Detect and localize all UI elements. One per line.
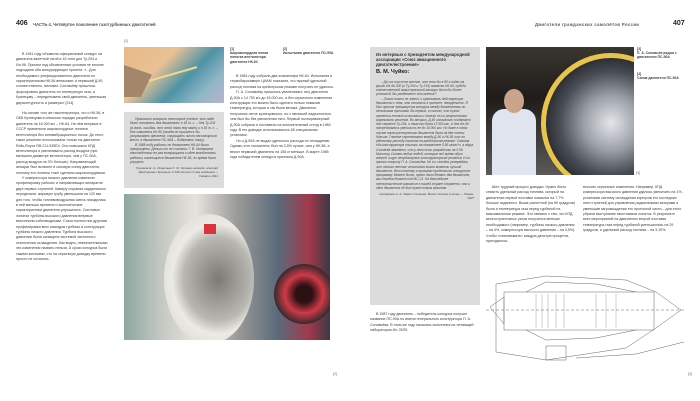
right-running-head: Двигатели гражданских самолётов России: [535, 22, 640, 27]
nacelle-outline: [496, 276, 681, 360]
fan-blade-photo: [124, 47, 224, 103]
left-running-head: ЧАСТЬ 4. Четвёртое поколение газотурбинных двигателей: [33, 22, 156, 27]
designer-photo: [486, 47, 634, 175]
paragraph: У компрессора низкого давления изменили профилировку рабочих и направляющих аппаратов двух первых ступеней. Камеру сгорания кардинально переделали, жаровую трубу уменьшили на 120 мм для того, чтобы топливовоздушная смесь находилась в ней меньше времени и экологические характеристики двигателя улучшились. Сопловые лопатки турбины высокого давления впервые выполнили собловыдными. Стали полностью другими профилировка всех каскадов турбины и конструкция турбины низкого давления. Турбина высокого давления была оснащена системой частичного отключения охлаждения. Как видно, незначительными эти изменения назвать нельзя. А сроки конкурса были такими жесткими, что на серьезную доводку времени просто не осталось.: [16, 175, 108, 262]
lower-cowl: [576, 342, 684, 358]
blade-root-shape: [124, 65, 152, 97]
right-column-4: вносить серьезные изменения. Например, КПД компрессора высокого давления удалось увеличить на 1%, установив систему охлаждения корпусов его последних пяти ступеней для управления радиальными зазорами и уменьшив загромождения его проточной части – для этого убрали выступание хвостовиков лопаток. В результате всех мероприятий на двигателях второй поставки температура газа перед турбиной уменьшилась на 29 градусов, а удельный расход топлива – на 3,19%.: [583, 185, 683, 233]
core-outline: [504, 292, 654, 330]
quote-text: Правильно говорили некоторые ученые, что надо было оставить два двигателя: в 16 т. с. – для Ту-204 (а жаль, ошибка, что этой тяги ему мало) и в 18 т. с. – для самолета Ил-96 (тогда не пришлось бы укорачивать фюзеляж, сокращать число пассажирских мест, а двигателю ПС-90А – добавлять тягу). В 1988 году работы по двигателю НК-64 были прекращены. Деньги то не считали. Г. В. Новожилов впоследствии не раз возвращался к идее возобновить работы, касающиеся двигателя НК-56, но время было упущено.: [130, 117, 218, 164]
red-equipment-shape: [204, 224, 216, 234]
nose-cone: [490, 297, 504, 324]
engine-fan-shape: [541, 53, 634, 175]
caption-3: [3] П. А. Соловьёв рядом с двигателем ПС-90А: [637, 47, 677, 60]
interview-box: [370, 47, 480, 305]
left-page-number: 406: [16, 20, 28, 27]
gearbox-shape: [546, 346, 566, 360]
bypass-duct-bottom: [526, 330, 636, 340]
engine-schematic: [486, 262, 686, 372]
interview-text: – До сих пор есть мнение, что если бы в 80-х годах на крыло Ил-96-300 (и Ту-204 и Ту-214) оказался НК-56, судьба отечественной магистральной авиации была бы более успешной. Вы разделяете это мнение? – Этого никто не знает, и сравнивать действующие двигатели с тем, что осталось в проекте, некорректно. Я был против прекращения конкурса между двигателями по нескольким причинам. Во-первых, я считал, что нужно провести летные испытания и только по их результатам сравнивать решения. Во-вторых, Д-90 изначально создавался под самолет Ту-204, и тяга его была 13 500 кгс. А для Ил-96 потребовалось увеличить ее до 16 000 кгс. Но даже в этом случае тяга кузнецовского двигателя была на две тонны больше. Главное соревнование между Д-90 и НК-56 шло по удельному расходу топлива на крейсерском режиме. Сначала оба конструктора сошлись на показателе 0,58 кг/кгс*ч, а вдруг Соловьёв заявляет, что у него есть разработки на 0,56. Министр Силаев любил людей, которые всё время идут вперед, ищут неординарные конструкторские решения. И он принял сторону П. А. Соловьёва. Но я и сегодня утверждаю, что только летные испытания могли выявить лучший двигатель. Вот поэтому я призывал продолжить конкурсную программу. Может быть, нужно было делать два двигателя, как сегодня делают под МС-21. На дальнейшее технологическое развитие в нашей стране сохранено, что и один двигатель не был нужен новым властям.: [376, 79, 474, 190]
quote-source: Грешнов Е. А., Игнатьев С. М. Человек-легенда. Николай Дмитриевич Кузнецов. К 100-летию со дня рождения. – Самара, 2011: [136, 166, 218, 178]
interview-source: Несмеянов А. А. Павел Соловьёв. Взлет длиною в жизнь. – Пермь, 2007: [379, 192, 474, 200]
figure-label-2: [2]: [333, 372, 337, 376]
left-column-1: [16, 52, 108, 262]
bypass-duct-top: [526, 282, 636, 292]
caption-1: [1] Широкохордная полая лопатка вентилятора двигателя НК-64: [230, 47, 269, 64]
right-page-number: 407: [673, 20, 685, 27]
quote-box: [124, 112, 224, 188]
engine-test-photo: [124, 194, 330, 340]
left-column-2: В 1984 году собрали два экземпляра НК-64. Испытания в термобарокамере ЦИАМ показали, что нужный удельный расход топлива на крейсерском режиме получить не удалось. П. А. Соловьёву пришлось увеличивать тягу двигателя Д-90А с 14 750 кгс до 16 000 кгс, а без серьезного изменения конструкции это можно было сделать только повысив температуру, которая и так была велика. Двигатель получался легче кузнецовского, но с меньшей надежностью, чем был бы без увеличения тяги. Первый полноразмерный Д-90А собрали и поставили на испытательный стенд в 1983 году. В его доводке использовалось 65 специальных установок. Но и Д-90А не выдал удельного расхода по техзаданию. Однако этот показатель был на 3,5% лучше, чем у НК-56, а весил пермский двигатель на 158 кг меньше. В марте 1985 года победителем конкурса признали Д-90А.: [230, 74, 334, 160]
figure-label-3: [3]: [636, 171, 640, 175]
caption-4: [4] Схема двигателя ПС-90А: [637, 72, 679, 81]
figure-label-4: [4]: [688, 372, 692, 376]
after-box-text: В 1987 году двигатель – победитель конкурса получил название ПС-90А по имени генерального конструктора П. А. Соловьёва. В этом же году начались испытания на летающей лаборатории Ил-76ЛЛ.: [370, 312, 474, 333]
person-head-shape: [504, 89, 524, 113]
red-duct-shape: [274, 264, 330, 324]
right-column-3: Шёл трудный процесс доводки. Нужно было снизить удельный расход топлива, который на двигателях первой поставки оказался на 7,7% больше заданного. Выше расчетной (на 89 градусов) была и температура газа перед турбиной на максимальном режиме. Это связано с тем, что КПД многоступенчатых узлов получился меньше необходимого (например, турбины низкого давления – на 4%, компрессора высокого давления – на 3,5%). Чтобы «отвоевывать» каждую десятую процента, приходилось: [486, 185, 576, 244]
paragraph: В 1981 году объявили официальный конкурс на двигатель взлетной тягой в 16 тонн для Ту-204 и Ил-96. Причем под объявленные условия не вполне подходили оба конкурирующих проекта. «...Для необходимого унифицированного двигателя по характеристикам НК-56 великоват, а пермский Д-90, соответственно, маловат. Соловьёву пришлось форсировать двигатель по температуре газа, а Кузнецову – переделывать свой двигатель, уменьшая двухконтурность и размеры» [114].: [16, 52, 107, 105]
interview-heading: Из интервью с президентом международной ассоциации «Союз авиационного двигателестроения»: [376, 52, 470, 68]
paragraph: На основе того же газогенератора, что и НК-56, в ОКБ Кузнецова в спешном порядке разработали двигатель на 16 000 кгс – НК-64. На нём впервые в СССР применили широкохордные лопатки вентилятора без антивибрационных полок. До этого такое решение использовали только на двигателе Rolls-Royce RB 211-535E4. Оно повышало КПД вентилятора и увеличивало расход воздуха (при меньшем диаметре вентилятора, чем у ПС-90А, расход воздуха на 3% больше). Направляющий аппарат был включен в силовую схему двигателя, поэтому его лопатки тоже сделаны широкохордными.: [16, 111, 106, 175]
figure-label-1: [1]: [124, 39, 128, 43]
blade-edge-shape: [149, 66, 198, 82]
person-coat-shape: [492, 109, 536, 175]
caption-2: [2] Испытания двигателя ПС-90А: [283, 47, 334, 56]
interview-name: В. М. Чуйко:: [376, 68, 410, 75]
